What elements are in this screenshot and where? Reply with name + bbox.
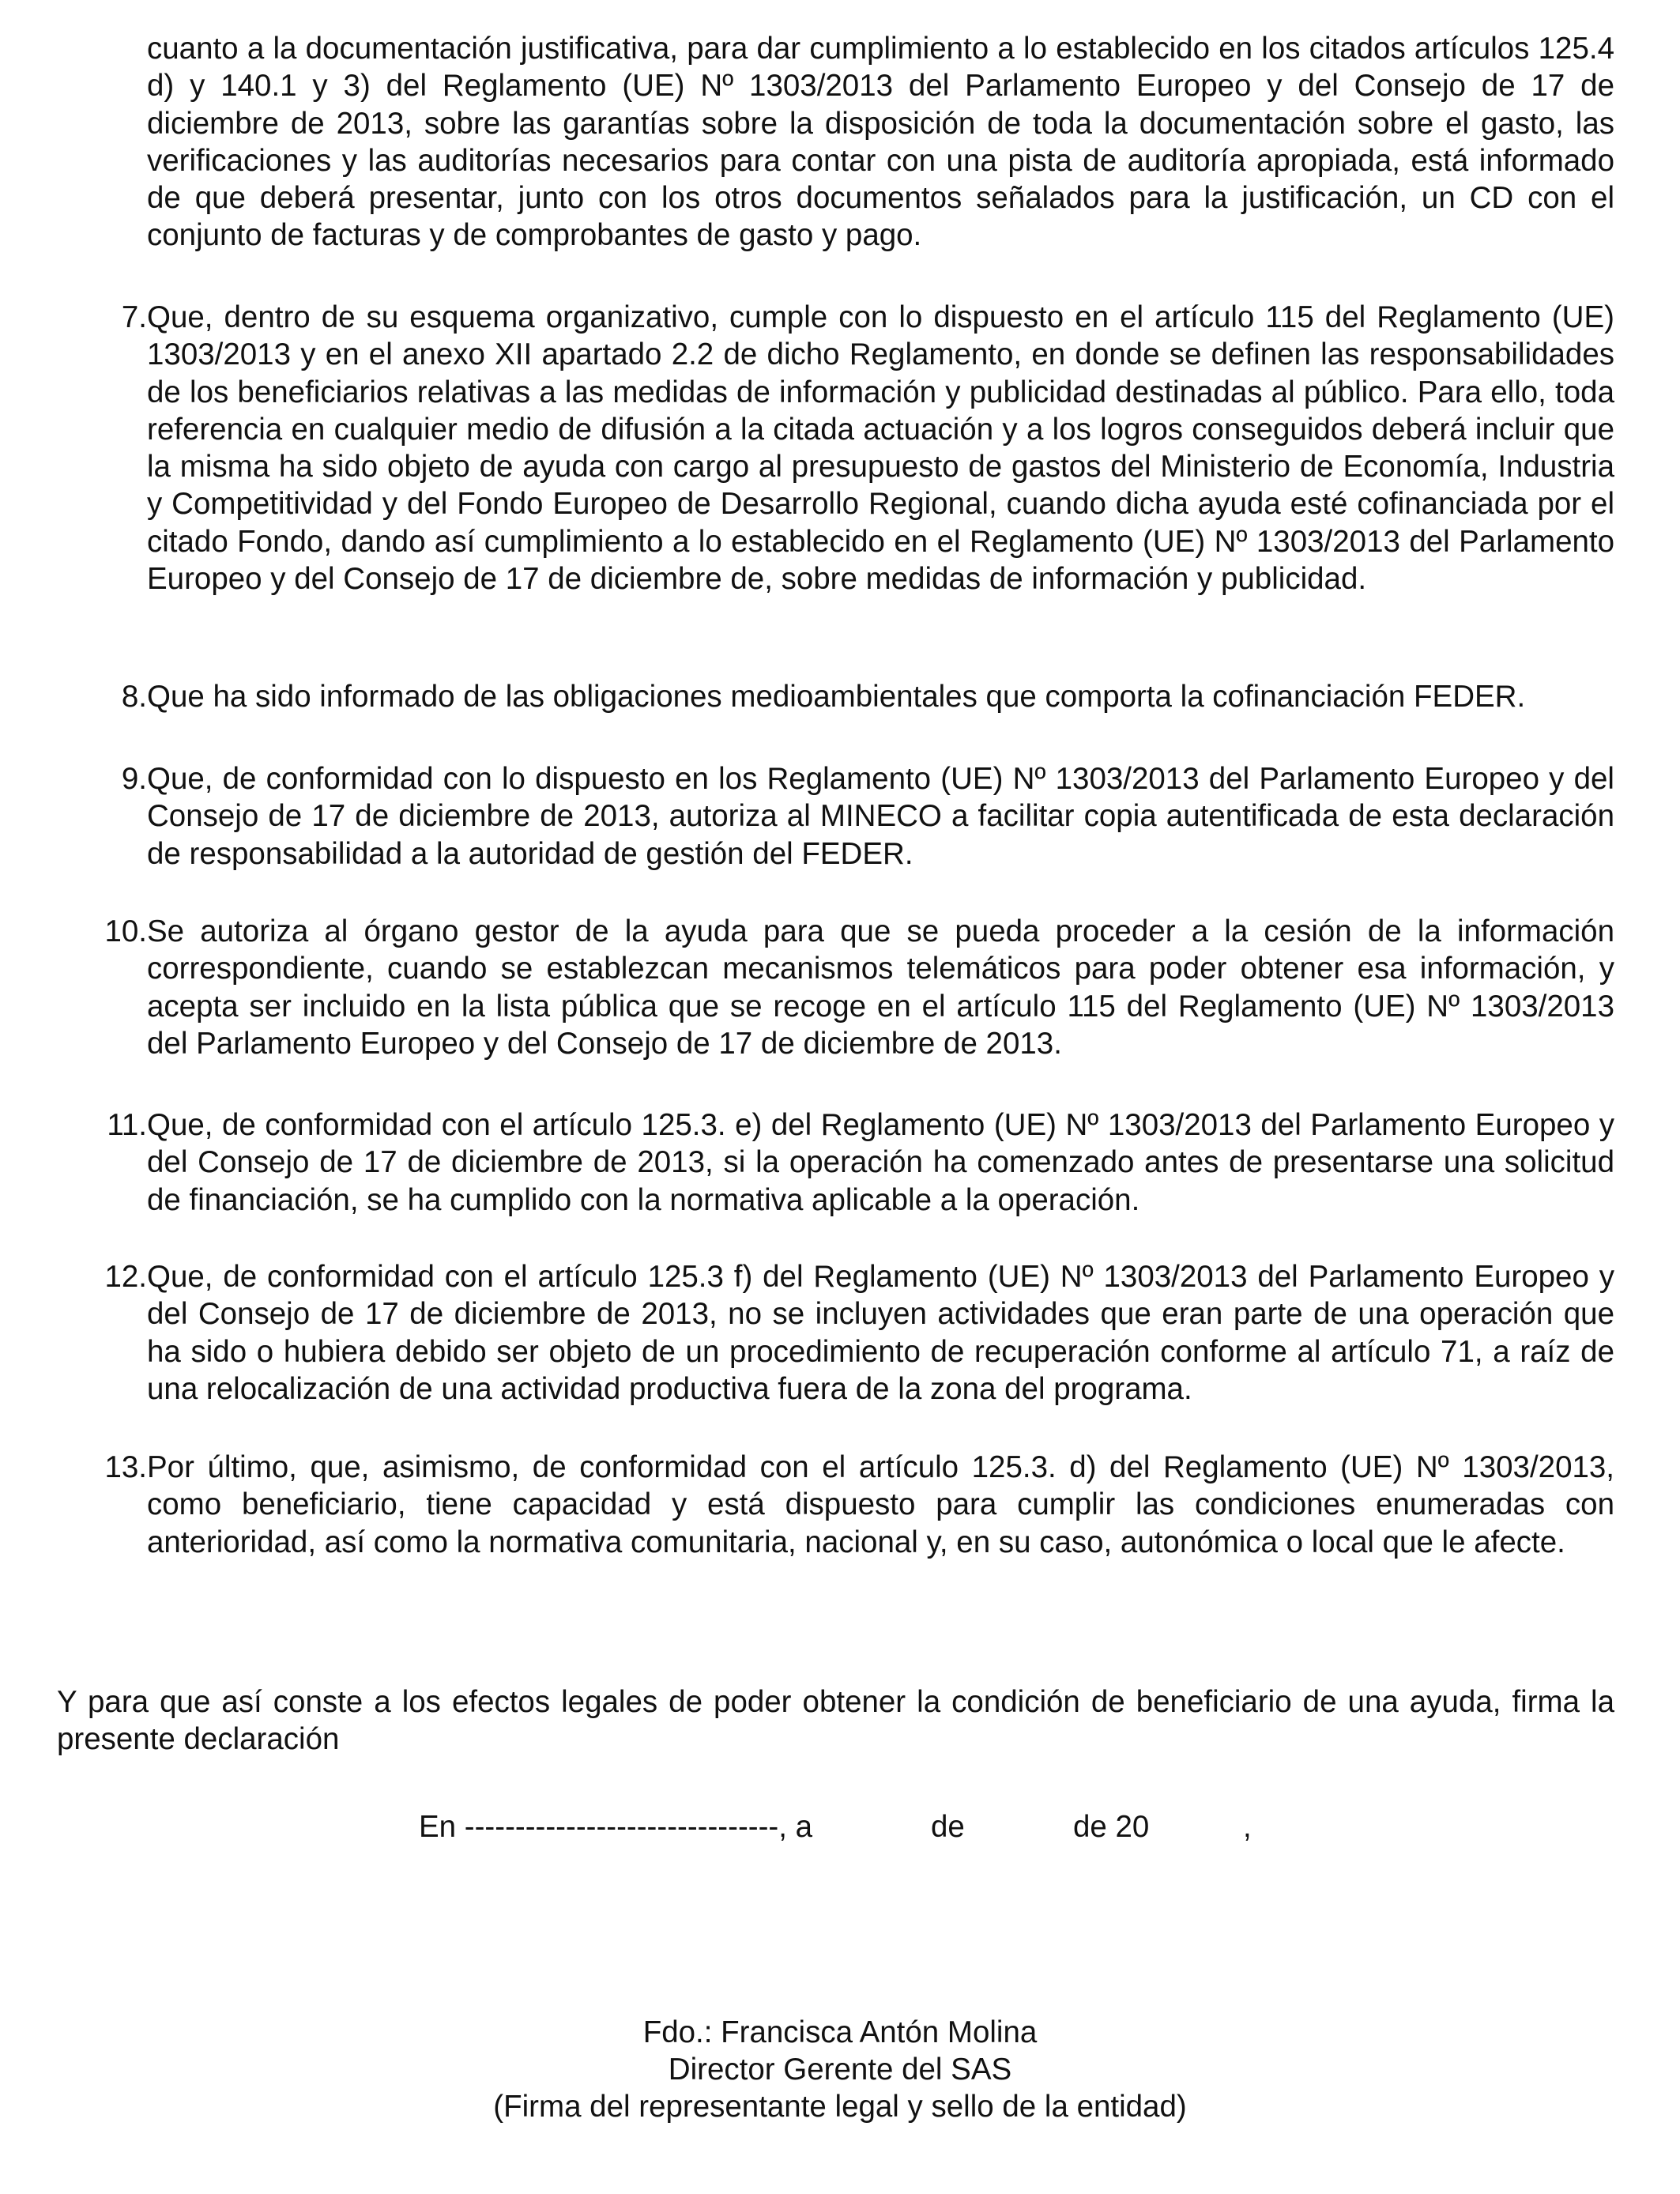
list-item-9 xyxy=(79,760,1614,873)
date-year-of: de 20 xyxy=(1073,1810,1150,1844)
list-item-12 xyxy=(79,1258,1614,1408)
list-item-number: 9. xyxy=(121,762,147,796)
list-item-7 xyxy=(79,299,1614,598)
list-item-text: Que, de conformidad con lo dispuesto en los Reglamento (UE) Nº 1303/2013 del Parlamento Europeo y del Consejo de 17 de diciembre de 2013, autoriza al MINECO a facilitar copia autentificada de esta declaración de responsabilidad a la autoridad de gestión del FEDER. xyxy=(147,762,1614,871)
list-item-number: 10. xyxy=(104,914,147,948)
list-item-number: 7. xyxy=(121,300,147,334)
date-place: En -------------------------------, a xyxy=(419,1810,813,1844)
list-item-text: Que ha sido informado de las obligaciones medioambientales que comporta la cofinanciación FEDER. xyxy=(147,680,1526,714)
list-item-text: Por último, que, asimismo, de conformidad con el artículo 125.3. d) del Reglamento (UE) Nº 1303/2013, como beneficiario, tiene capacidad y está dispuesto para cumplir las condiciones enumeradas con anterioridad, así como la normativa comunitaria, nacional y, en su caso, autonómica o local que le afecte. xyxy=(147,1450,1614,1559)
list-item-text: Que, dentro de su esquema organizativo, cumple con lo dispuesto en el artículo 115 del Reglamento (UE) 1303/2013 y en el anexo XII apartado 2.2 de dicho Reglamento, en donde se definen las responsabilidades de los beneficiarios relativas a las medidas de información y publicidad destinadas al público. Para ello, toda referencia en cualquier medio de difusión a la citada actuación y a los logros conseguidos deberá incluir que la misma ha sido objeto de ayuda con cargo al presupuesto de gastos del Ministerio de Economía, Industria y Competitividad y del Fondo Europeo de Desarrollo Regional, cuando dicha ayuda esté cofinanciada por el citado Fondo, dando así cumplimiento a lo establecido en el Reglamento (UE) Nº 1303/2013 del Parlamento Europeo y del Consejo de 17 de diciembre de, sobre medidas de información y publicidad. xyxy=(147,300,1614,597)
list-item-number: 11. xyxy=(107,1108,147,1142)
list-item-text: Que, de conformidad con el artículo 125.3. e) del Reglamento (UE) Nº 1303/2013 del Parlamento Europeo y del Consejo de 17 de diciembre de 2013, si la operación ha comenzado antes de presentarse una solicitud de financiación, se ha cumplido con la normativa aplicable a la operación. xyxy=(147,1108,1614,1217)
date-day-of: de xyxy=(931,1810,965,1844)
signature-name: Fdo.: Francisca Antón Molina xyxy=(642,2015,1038,2049)
list-item-13 xyxy=(79,1449,1614,1561)
signature-note: (Firma del representante legal y sello de la entidad) xyxy=(493,2090,1187,2124)
list-item-11 xyxy=(79,1106,1614,1219)
list-item-text: Que, de conformidad con el artículo 125.3 f) del Reglamento (UE) Nº 1303/2013 del Parlamento Europeo y del Consejo de 17 de diciembre de 2013, no se incluyen actividades que eran parte de una operación que ha sido o hubiera debido ser objeto de un procedimiento de recuperación conforme al artículo 71, a raíz de una relocalización de una actividad productiva fuera de la zona del programa. xyxy=(147,1260,1614,1406)
intro-paragraph: cuanto a la documentación justificativa, para dar cumplimiento a lo establecido en los citados artículos 125.4 d) y 140.1 y 3) del Reglamento (UE) Nº 1303/2013 del Parlamento Europeo y del Consejo de 17 de diciembre de 2013, sobre las garantías sobre la disposición de toda la documentación sobre el gasto, las verificaciones y las auditorías necesarios para contar con una pista de auditoría apropiada, está informado de que deberá presentar, junto con los otros documentos señalados para la justificación, un CD con el conjunto de facturas y de comprobantes de gasto y pago. xyxy=(147,32,1614,253)
date-comma: , xyxy=(1243,1810,1252,1844)
list-item-10 xyxy=(79,913,1614,1062)
date-line xyxy=(0,1808,1680,1856)
list-item-text: Se autoriza al órgano gestor de la ayuda para que se pueda proceder a la cesión de la información correspondiente, cuando se establezcan mecanismos telemáticos para poder obtener esa información, y acepta ser incluido en la lista pública que se recoge en el artículo 115 del Reglamento (UE) Nº 1303/2013 del Parlamento Europeo y del Consejo de 17 de diciembre de 2013. xyxy=(147,914,1614,1061)
list-item-number: 13. xyxy=(104,1450,147,1484)
signature-role: Director Gerente del SAS xyxy=(668,2053,1012,2087)
closing-paragraph: Y para que así conste a los efectos legales de poder obtener la condición de beneficiario de una ayuda, firma la presente declaración xyxy=(57,1685,1614,1757)
list-item-8 xyxy=(79,678,1614,715)
list-item-number: 8. xyxy=(121,680,147,714)
list-item-number: 12. xyxy=(104,1260,147,1294)
